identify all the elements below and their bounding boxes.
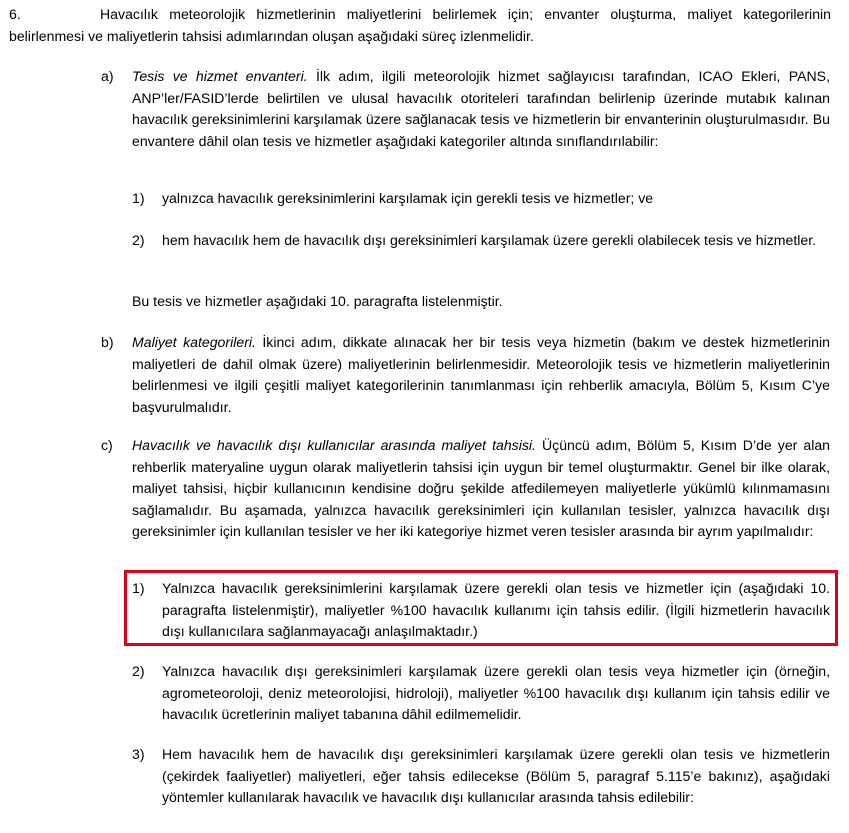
- item-b-lead: Maliyet kategorileri.: [132, 334, 256, 350]
- item-a-closing: Bu tesis ve hizmetler aşağıdaki 10. paragrafta listelenmiştir.: [132, 293, 503, 309]
- item-c-marker: c): [101, 437, 113, 453]
- item-c-text: Üçüncü adım, Bölüm 5, Kısım D’de yer alan rehberlik materyaline uygun olarak maliyetlerin tahsisi için uygun bir temel oluşturmaktır. Genel bir ilke olarak, maliyet tahsisi, hiçbir kullanıcının kendisine doğru şekilde atfedilemeyen maliyetlerle yükümlü kılınmamasını sağlamalıdır. Bu aşamada, yalnızca havacılık gereksinimleri için kullanılan tesisler, yalnızca havacılık dışı gereksinimler için kullanılan tesisler ve her iki kategoriye hizmet veren tesisler arasında bir ayrım yapılmalıdır:: [132, 437, 831, 539]
- item-c-sub3-text: Hem havacılık hem de havacılık dışı gereksinimleri karşılamak üzere gerekli olan tesis ve hizmetlerin (çekirdek faaliyetler) maliyetleri, eğer tahsis edilecekse (Bölüm 5, paragraf 5.115’e bakınız), aşağıdaki yöntemler kullanılarak havacılık ve havacılık dışı kullanıcılar arasında tahsis edilebilir:: [162, 746, 830, 805]
- item-c-sub2-marker: 2): [132, 663, 145, 679]
- item-c-lead: Havacılık ve havacılık dışı kullanıcılar arasında maliyet tahsisi.: [132, 437, 536, 453]
- item-b-text: İkinci adım, dikkate alınacak her bir tesis veya hizmetin (bakım ve destek hizmetlerinin maliyetleri de dahil olmak üzere) maliyetlerinin belirlenmesidir. Meteorolojik tesis ve hizmetlerin maliyetlerinin belirlenmesi ve ilgili çeşitli maliyet kategorilerinin tanımlanması için rehberlik amacıyla, Bölüm 5, Kısım C’ye başvurulmalıdır.: [132, 334, 830, 415]
- item-c-sub2-text: Yalnızca havacılık dışı gereksinimleri karşılamak üzere gerekli olan tesis veya hizmetler için (örneğin, agrometeoroloji, deniz meteorolojisi, hidroloji), maliyetler %100 havacılık dışı kullanım için tahsis edilir ve havacılık ücretlerinin maliyet tabanına dâhil edilmemelidir.: [162, 663, 830, 722]
- item-c-sub3-marker: 3): [132, 746, 145, 762]
- item-a-paragraph: [132, 66, 830, 152]
- item-a-sub1-text: yalnızca havacılık gereksinimlerini karşılamak için gerekli tesis ve hizmetler; ve: [162, 190, 654, 206]
- item-b-marker: b): [101, 334, 114, 350]
- item-a-sub2-text: hem havacılık hem de havacılık dışı gereksinimleri karşılamak üzere gerekli olabilecek tesis ve hizmetler.: [162, 232, 817, 248]
- item-a-sub2-marker: 2): [132, 232, 145, 248]
- section-intro-paragraph: Havacılık meteorolojik hizmetlerinin maliyetlerini belirlemek için; envanter oluşturma, maliyet kategorilerinin belirlenmesi ve maliyetlerin tahsisi adımlarından oluşan aşağıdaki süreç izlenmelidir.: [9, 6, 831, 44]
- item-b-paragraph: [132, 332, 830, 418]
- item-a-sub1-marker: 1): [132, 190, 145, 206]
- item-c-sub1-text: Yalnızca havacılık gereksinimlerini karşılamak üzere gerekli olan tesis ve hizmetler için (aşağıdaki 10. paragrafta listelenmiştir), maliyetler %100 havacılık kullanımı için tahsis edilir. (İlgili hizmetlerin havacılık dışı kullanıcılara sağlanmayacağı anlaşılmaktadır.): [162, 580, 830, 639]
- item-a-marker: a): [101, 68, 114, 84]
- item-c-paragraph: [132, 435, 830, 543]
- item-a-text: İlk adım, ilgili meteorolojik hizmet sağlayıcısı tarafından, ICAO Ekleri, PANS, ANP’ler/FASID’lerde belirtilen ve ulusal havacılık otoriteleri tarafından belirlenip üzerinde mutabık kalınan havacılık gereksinimlerini karşılamak üzere sağlanacak tesis ve hizmetlerin bir envanterinin oluşturulmasıdır. Bu envantere dâhil olan tesis ve hizmetler aşağıdaki kategoriler altında sınıflandırılabilir:: [132, 68, 830, 149]
- item-a-lead: Tesis ve hizmet envanteri.: [132, 68, 308, 84]
- item-c-sub1-marker: 1): [132, 580, 145, 596]
- section-number: 6.: [9, 6, 21, 22]
